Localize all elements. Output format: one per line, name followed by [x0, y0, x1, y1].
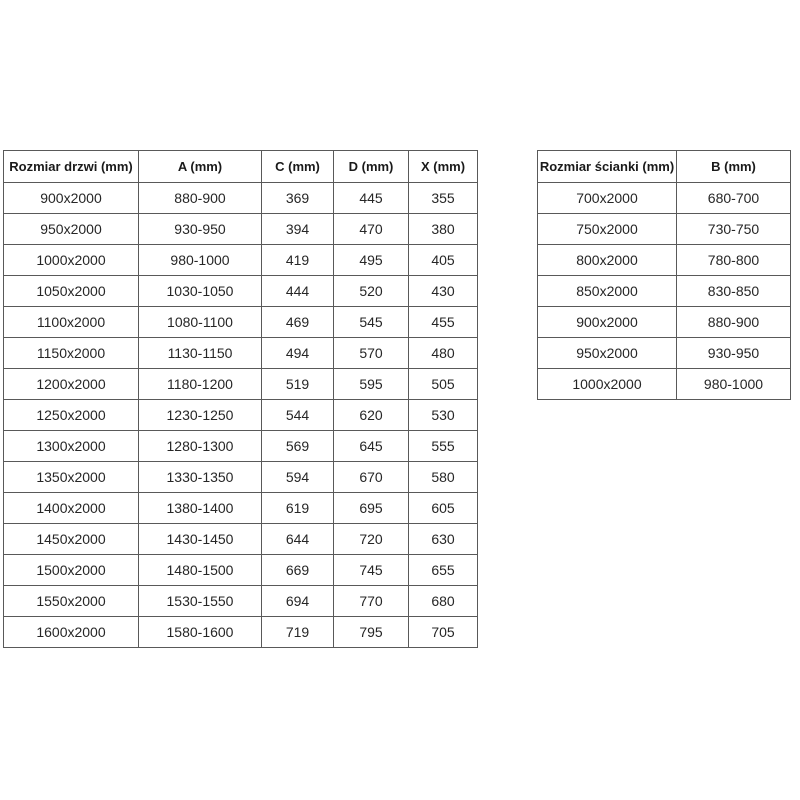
table-cell: 730-750	[677, 214, 791, 245]
table-cell: 1250x2000	[4, 400, 139, 431]
table-cell: 1280-1300	[139, 431, 262, 462]
table-cell: 545	[334, 307, 409, 338]
table-row	[538, 369, 791, 400]
table-row	[538, 183, 791, 214]
table-cell: 705	[409, 617, 478, 648]
table-cell: 1050x2000	[4, 276, 139, 307]
table-cell: 930-950	[677, 338, 791, 369]
column-header: Rozmiar drzwi (mm)	[4, 151, 139, 183]
table-cell: 1150x2000	[4, 338, 139, 369]
table-cell: 795	[334, 617, 409, 648]
table-cell: 619	[262, 493, 334, 524]
table-cell: 530	[409, 400, 478, 431]
column-header: A (mm)	[139, 151, 262, 183]
header-row	[538, 151, 791, 183]
table-cell: 900x2000	[4, 183, 139, 214]
table-cell: 469	[262, 307, 334, 338]
table-cell: 380	[409, 214, 478, 245]
table-row	[4, 369, 478, 400]
table-cell: 950x2000	[4, 214, 139, 245]
table-cell: 1600x2000	[4, 617, 139, 648]
table-cell: 580	[409, 462, 478, 493]
table-cell: 880-900	[677, 307, 791, 338]
table-cell: 595	[334, 369, 409, 400]
table-row	[538, 245, 791, 276]
column-header: B (mm)	[677, 151, 791, 183]
table-cell: 1330-1350	[139, 462, 262, 493]
table-cell: 445	[334, 183, 409, 214]
table-cell: 444	[262, 276, 334, 307]
table-cell: 850x2000	[538, 276, 677, 307]
table-row	[4, 431, 478, 462]
table-row	[4, 245, 478, 276]
table-row	[538, 214, 791, 245]
table-cell: 480	[409, 338, 478, 369]
column-header: C (mm)	[262, 151, 334, 183]
table-row	[4, 617, 478, 648]
table-cell: 700x2000	[538, 183, 677, 214]
table-cell: 695	[334, 493, 409, 524]
table-cell: 980-1000	[677, 369, 791, 400]
table-row	[4, 400, 478, 431]
table-row	[4, 462, 478, 493]
table-cell: 570	[334, 338, 409, 369]
table-cell: 505	[409, 369, 478, 400]
table-row	[4, 524, 478, 555]
table-cell: 1030-1050	[139, 276, 262, 307]
column-header: X (mm)	[409, 151, 478, 183]
table-row	[4, 183, 478, 214]
table-row	[4, 338, 478, 369]
table-cell: 1180-1200	[139, 369, 262, 400]
table-cell: 355	[409, 183, 478, 214]
table-cell: 1400x2000	[4, 493, 139, 524]
table-cell: 780-800	[677, 245, 791, 276]
table-cell: 430	[409, 276, 478, 307]
table-cell: 770	[334, 586, 409, 617]
table-cell: 745	[334, 555, 409, 586]
wall-dimensions-table	[537, 150, 791, 400]
table-row	[4, 276, 478, 307]
table-cell: 980-1000	[139, 245, 262, 276]
table-cell: 555	[409, 431, 478, 462]
table-cell: 1530-1550	[139, 586, 262, 617]
table-cell: 1230-1250	[139, 400, 262, 431]
table-cell: 1500x2000	[4, 555, 139, 586]
table-row	[538, 338, 791, 369]
table-row	[4, 493, 478, 524]
table-cell: 880-900	[139, 183, 262, 214]
table-cell: 495	[334, 245, 409, 276]
table-cell: 1380-1400	[139, 493, 262, 524]
table-cell: 644	[262, 524, 334, 555]
table-cell: 419	[262, 245, 334, 276]
table-cell: 1450x2000	[4, 524, 139, 555]
table-cell: 1080-1100	[139, 307, 262, 338]
table-cell: 1200x2000	[4, 369, 139, 400]
column-header: Rozmiar ścianki (mm)	[538, 151, 677, 183]
table-cell: 630	[409, 524, 478, 555]
table-cell: 520	[334, 276, 409, 307]
table-cell: 605	[409, 493, 478, 524]
table-row	[4, 555, 478, 586]
table-cell: 394	[262, 214, 334, 245]
table-cell: 544	[262, 400, 334, 431]
table-cell: 645	[334, 431, 409, 462]
table-cell: 569	[262, 431, 334, 462]
table-cell: 669	[262, 555, 334, 586]
header-row	[4, 151, 478, 183]
table-cell: 1300x2000	[4, 431, 139, 462]
door-dimensions-table-wrap	[3, 150, 478, 648]
column-header: D (mm)	[334, 151, 409, 183]
table-cell: 594	[262, 462, 334, 493]
table-cell: 1130-1150	[139, 338, 262, 369]
table-row	[4, 586, 478, 617]
table-cell: 670	[334, 462, 409, 493]
table-cell: 470	[334, 214, 409, 245]
table-cell: 369	[262, 183, 334, 214]
table-row	[4, 307, 478, 338]
table-cell: 830-850	[677, 276, 791, 307]
table-row	[538, 307, 791, 338]
table-cell: 519	[262, 369, 334, 400]
table-row	[4, 214, 478, 245]
table-cell: 1580-1600	[139, 617, 262, 648]
table-cell: 494	[262, 338, 334, 369]
table-cell: 1350x2000	[4, 462, 139, 493]
table-cell: 1000x2000	[538, 369, 677, 400]
table-cell: 1550x2000	[4, 586, 139, 617]
door-dimensions-table	[3, 150, 478, 648]
table-cell: 1480-1500	[139, 555, 262, 586]
table-cell: 1430-1450	[139, 524, 262, 555]
table-cell: 680-700	[677, 183, 791, 214]
table-cell: 680	[409, 586, 478, 617]
table-cell: 455	[409, 307, 478, 338]
table-cell: 620	[334, 400, 409, 431]
table-cell: 694	[262, 586, 334, 617]
table-cell: 750x2000	[538, 214, 677, 245]
table-cell: 930-950	[139, 214, 262, 245]
table-cell: 800x2000	[538, 245, 677, 276]
table-cell: 655	[409, 555, 478, 586]
wall-dimensions-table-wrap	[537, 150, 791, 400]
table-cell: 950x2000	[538, 338, 677, 369]
table-row	[538, 276, 791, 307]
table-cell: 1000x2000	[4, 245, 139, 276]
table-cell: 405	[409, 245, 478, 276]
table-cell: 720	[334, 524, 409, 555]
table-cell: 719	[262, 617, 334, 648]
table-cell: 1100x2000	[4, 307, 139, 338]
table-cell: 900x2000	[538, 307, 677, 338]
